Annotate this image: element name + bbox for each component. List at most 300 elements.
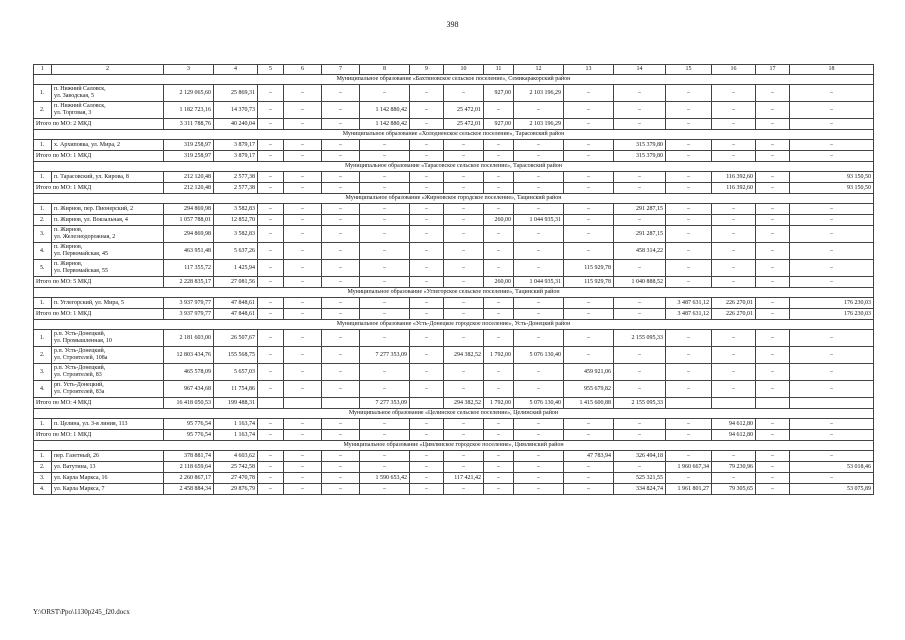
table-cell: – xyxy=(514,243,564,260)
table-cell xyxy=(258,398,284,409)
table-cell: – xyxy=(284,85,322,102)
table-cell: – xyxy=(258,330,284,347)
table-cell: – xyxy=(756,102,790,119)
table-cell: – xyxy=(564,243,614,260)
table-cell: 3 582,83 xyxy=(214,204,258,215)
total-row xyxy=(34,277,874,288)
table-cell: – xyxy=(284,462,322,473)
table-cell: – xyxy=(444,381,484,398)
table-row xyxy=(34,204,874,215)
table-cell: – xyxy=(410,119,444,130)
table-cell: – xyxy=(564,462,614,473)
table-cell: – xyxy=(756,260,790,277)
table-cell: 226 270,01 xyxy=(712,309,756,320)
table-cell: – xyxy=(360,140,410,151)
address-cell: ул. Карла Маркса, 16 xyxy=(52,473,164,484)
table-cell: 465 578,09 xyxy=(164,364,214,381)
table-row xyxy=(34,364,874,381)
section-title: Муниципальное образование «Цимлянское городское поселение», Цимлянский район xyxy=(34,441,874,451)
table-cell: – xyxy=(514,204,564,215)
table-cell: – xyxy=(322,260,360,277)
table-cell: – xyxy=(258,309,284,320)
table-cell: – xyxy=(712,243,756,260)
table-cell: – xyxy=(410,419,444,430)
table-cell: 25 472,01 xyxy=(444,102,484,119)
table-cell: 1 040 888,52 xyxy=(614,277,666,288)
table-cell: 25 869,31 xyxy=(214,85,258,102)
column-header: 14 xyxy=(614,65,666,75)
table-cell: – xyxy=(444,330,484,347)
table-cell: – xyxy=(790,419,874,430)
address-cell: п. Целина, ул. 3-я линия, 113 xyxy=(52,419,164,430)
table-cell: 40 240,04 xyxy=(214,119,258,130)
table-cell: 378 881,74 xyxy=(164,451,214,462)
column-header: 3 xyxy=(164,65,214,75)
table-cell: – xyxy=(790,381,874,398)
table-cell: – xyxy=(756,484,790,495)
table-row xyxy=(34,473,874,484)
table-cell: – xyxy=(410,140,444,151)
table-cell: – xyxy=(444,484,484,495)
table-cell: – xyxy=(614,462,666,473)
table-cell: – xyxy=(410,330,444,347)
table-cell: – xyxy=(410,277,444,288)
table-cell: 25 742,58 xyxy=(214,462,258,473)
table-cell: – xyxy=(790,347,874,364)
row-number: 1. xyxy=(34,85,52,102)
table-cell: – xyxy=(756,119,790,130)
table-cell: – xyxy=(756,151,790,162)
table-cell: 117 421,42 xyxy=(444,473,484,484)
table-cell: – xyxy=(666,381,712,398)
address-cell: п. Жирнов, ул. Железнодорожная, 2 xyxy=(52,226,164,243)
table-cell: 2 155 095,33 xyxy=(614,398,666,409)
table-cell: – xyxy=(258,119,284,130)
table-row xyxy=(34,330,874,347)
table-row xyxy=(34,381,874,398)
row-number: 3. xyxy=(34,226,52,243)
table-cell: 115 929,78 xyxy=(564,277,614,288)
table-cell: 2 181 603,00 xyxy=(164,330,214,347)
table-cell: – xyxy=(410,204,444,215)
table-cell: – xyxy=(614,347,666,364)
table-cell: – xyxy=(410,183,444,194)
table-cell: – xyxy=(410,151,444,162)
table-cell: – xyxy=(514,102,564,119)
table-cell: 1 792,00 xyxy=(484,347,514,364)
table-cell xyxy=(284,398,322,409)
table-cell: – xyxy=(444,151,484,162)
table-cell: 291 287,15 xyxy=(614,204,666,215)
table-row xyxy=(34,140,874,151)
table-cell: – xyxy=(712,260,756,277)
table-cell: – xyxy=(258,102,284,119)
table-cell: 93 150,50 xyxy=(790,172,874,183)
table-cell: – xyxy=(712,215,756,226)
table-cell: 53 018,46 xyxy=(790,462,874,473)
table-cell: 260,00 xyxy=(484,277,514,288)
table-cell: – xyxy=(514,364,564,381)
total-row xyxy=(34,119,874,130)
address-cell: рп. Усть-Донецкий, ул. Строителей, 83а xyxy=(52,381,164,398)
table-cell: – xyxy=(614,298,666,309)
table-cell: – xyxy=(484,451,514,462)
table-cell: – xyxy=(258,419,284,430)
row-number: 2. xyxy=(34,462,52,473)
table-cell: 1 182 723,16 xyxy=(164,102,214,119)
table-cell: – xyxy=(666,430,712,441)
total-row xyxy=(34,430,874,441)
table-cell: – xyxy=(322,430,360,441)
table-cell: – xyxy=(564,140,614,151)
table-cell: – xyxy=(666,364,712,381)
table-cell: 294 382,52 xyxy=(444,398,484,409)
column-header: 7 xyxy=(322,65,360,75)
table-cell: – xyxy=(258,172,284,183)
table-cell: 5 076 130,40 xyxy=(514,347,564,364)
table-cell: – xyxy=(484,204,514,215)
table-cell: – xyxy=(444,172,484,183)
footer-file-path: Y:\ORST\Ppo\1130p245_f20.docx xyxy=(33,608,130,616)
table-row xyxy=(34,347,874,364)
table-cell: – xyxy=(410,430,444,441)
header-row xyxy=(34,65,874,75)
table-cell: – xyxy=(484,151,514,162)
table-cell: – xyxy=(666,119,712,130)
table-cell: – xyxy=(564,85,614,102)
table-cell: – xyxy=(514,172,564,183)
table-cell: – xyxy=(790,451,874,462)
table-cell: 79 230,96 xyxy=(712,462,756,473)
table-cell: 2 577,38 xyxy=(214,172,258,183)
table-cell: 95 776,54 xyxy=(164,430,214,441)
table-cell: – xyxy=(484,140,514,151)
table-cell: 458 314,22 xyxy=(614,243,666,260)
table-cell: – xyxy=(258,140,284,151)
table-cell: – xyxy=(564,102,614,119)
table-cell: – xyxy=(564,430,614,441)
row-number: 1. xyxy=(34,330,52,347)
table-cell: – xyxy=(756,330,790,347)
table-cell: 2 260 867,17 xyxy=(164,473,214,484)
table-cell: – xyxy=(322,140,360,151)
table-cell: – xyxy=(564,298,614,309)
table-cell: – xyxy=(284,381,322,398)
table-cell: – xyxy=(444,183,484,194)
table-cell: – xyxy=(514,430,564,441)
table-cell: – xyxy=(514,451,564,462)
table-cell: – xyxy=(360,260,410,277)
table-cell: – xyxy=(410,172,444,183)
table-cell: 1 163,74 xyxy=(214,419,258,430)
table-cell: – xyxy=(756,298,790,309)
table-cell: – xyxy=(322,330,360,347)
table-cell: – xyxy=(410,364,444,381)
table-cell: 955 679,82 xyxy=(564,381,614,398)
table-cell: – xyxy=(790,226,874,243)
table-cell: – xyxy=(322,183,360,194)
table-cell: – xyxy=(410,243,444,260)
table-cell: 3 937 979,77 xyxy=(164,298,214,309)
table-cell: – xyxy=(564,183,614,194)
section-title: Муниципальное образование «Усть-Донецкое городское поселение», Усть-Донецкий район xyxy=(34,320,874,330)
table-cell: 3 937 979,77 xyxy=(164,309,214,320)
total-label: Итого по МО: 1 МКД xyxy=(34,183,164,194)
table-cell: 12 852,70 xyxy=(214,215,258,226)
table-cell: – xyxy=(514,151,564,162)
table-cell: – xyxy=(284,215,322,226)
table-cell: – xyxy=(360,419,410,430)
table-cell: 7 277 353,09 xyxy=(360,398,410,409)
table-cell: – xyxy=(258,484,284,495)
table-cell: – xyxy=(514,140,564,151)
table-cell: 334 824,74 xyxy=(614,484,666,495)
column-header: 10 xyxy=(444,65,484,75)
table-cell: – xyxy=(258,215,284,226)
table-row xyxy=(34,243,874,260)
table-cell: – xyxy=(614,215,666,226)
table-cell: – xyxy=(666,451,712,462)
table-cell: – xyxy=(756,451,790,462)
table-cell: 11 754,86 xyxy=(214,381,258,398)
table-cell: – xyxy=(322,277,360,288)
table-cell xyxy=(666,398,712,409)
row-number: 2. xyxy=(34,102,52,119)
table-cell: 7 277 353,09 xyxy=(360,347,410,364)
table-cell: – xyxy=(284,140,322,151)
table-cell: – xyxy=(322,309,360,320)
table-body xyxy=(34,75,874,495)
table-cell: – xyxy=(484,364,514,381)
table-cell: – xyxy=(666,473,712,484)
table-cell: – xyxy=(614,102,666,119)
table-cell: – xyxy=(484,298,514,309)
address-cell: п. Тарасовский, ул. Кирова, 8 xyxy=(52,172,164,183)
row-number: 2. xyxy=(34,215,52,226)
table-cell: – xyxy=(666,260,712,277)
table-cell: – xyxy=(712,151,756,162)
row-number: 1. xyxy=(34,298,52,309)
table-cell: – xyxy=(360,364,410,381)
table-cell: 1 960 667,34 xyxy=(666,462,712,473)
row-number: 1. xyxy=(34,172,52,183)
table-row xyxy=(34,85,874,102)
table-cell: 2 129 065,60 xyxy=(164,85,214,102)
table-cell: – xyxy=(258,451,284,462)
table-cell: – xyxy=(484,172,514,183)
address-cell: р.п. Усть-Донецкий, ул. Промышленная, 10 xyxy=(52,330,164,347)
section-row xyxy=(34,320,874,330)
table-cell: – xyxy=(444,462,484,473)
table-cell: – xyxy=(322,204,360,215)
table-cell: – xyxy=(444,277,484,288)
table-cell: – xyxy=(410,484,444,495)
table-cell: – xyxy=(564,226,614,243)
row-number: 2. xyxy=(34,347,52,364)
table-cell: – xyxy=(564,172,614,183)
table-cell: 115 929,78 xyxy=(564,260,614,277)
table-cell: 25 472,01 xyxy=(444,119,484,130)
table-cell: – xyxy=(322,381,360,398)
row-number: 5. xyxy=(34,260,52,277)
table-cell: – xyxy=(258,298,284,309)
table-cell: 116 392,60 xyxy=(712,183,756,194)
table-cell: 1 792,00 xyxy=(484,398,514,409)
section-row xyxy=(34,75,874,85)
table-cell: – xyxy=(360,451,410,462)
table-cell: 16 418 050,53 xyxy=(164,398,214,409)
table-row xyxy=(34,298,874,309)
table-cell: – xyxy=(756,85,790,102)
table-cell: – xyxy=(564,309,614,320)
table-cell: 319 258,97 xyxy=(164,151,214,162)
table-cell: 927,00 xyxy=(484,119,514,130)
table-cell: – xyxy=(756,430,790,441)
table-cell: – xyxy=(614,430,666,441)
table-cell: – xyxy=(712,140,756,151)
table-cell: – xyxy=(284,226,322,243)
table-cell: – xyxy=(322,243,360,260)
table-cell: – xyxy=(284,243,322,260)
row-number: 1. xyxy=(34,419,52,430)
table-cell: – xyxy=(258,243,284,260)
table-cell: – xyxy=(322,119,360,130)
table-cell: 26 507,67 xyxy=(214,330,258,347)
table-cell: – xyxy=(790,85,874,102)
section-row xyxy=(34,194,874,204)
table-cell: – xyxy=(360,484,410,495)
table-cell: 5 637,26 xyxy=(214,243,258,260)
table-cell: – xyxy=(284,419,322,430)
table-cell: 1 044 935,31 xyxy=(514,277,564,288)
table-cell: – xyxy=(444,419,484,430)
table-cell: – xyxy=(322,347,360,364)
table-cell: – xyxy=(666,347,712,364)
table-cell: – xyxy=(360,215,410,226)
table-cell: – xyxy=(484,484,514,495)
table-cell: 2 103 196,29 xyxy=(514,85,564,102)
table-cell: – xyxy=(444,364,484,381)
table-cell: – xyxy=(360,172,410,183)
table-cell: – xyxy=(564,484,614,495)
table-cell: – xyxy=(712,381,756,398)
section-row xyxy=(34,409,874,419)
table-cell: – xyxy=(284,364,322,381)
row-number: 4. xyxy=(34,484,52,495)
table-cell: – xyxy=(564,419,614,430)
table-cell: – xyxy=(756,172,790,183)
table-cell: – xyxy=(712,451,756,462)
table-cell: – xyxy=(484,473,514,484)
table-cell: – xyxy=(444,309,484,320)
section-title: Муниципальное образование «Бахтиновское сельское поселение», Семикаракорский район xyxy=(34,75,874,85)
table-cell: – xyxy=(756,419,790,430)
table-cell: – xyxy=(564,330,614,347)
table-cell: 12 803 434,76 xyxy=(164,347,214,364)
table-cell: – xyxy=(756,140,790,151)
table-cell: – xyxy=(666,183,712,194)
table-row xyxy=(34,226,874,243)
table-cell: 116 392,60 xyxy=(712,172,756,183)
table-cell: 5 657,03 xyxy=(214,364,258,381)
table-cell: – xyxy=(322,215,360,226)
table-cell: 27 470,78 xyxy=(214,473,258,484)
table-cell: – xyxy=(614,172,666,183)
total-label: Итого по МО: 1 МКД xyxy=(34,151,164,162)
column-header: 13 xyxy=(564,65,614,75)
table-cell: – xyxy=(666,172,712,183)
table-cell: – xyxy=(444,243,484,260)
table-cell: – xyxy=(666,151,712,162)
row-number: 1. xyxy=(34,451,52,462)
table-cell: 93 150,50 xyxy=(790,183,874,194)
total-label: Итого по МО: 1 МКД xyxy=(34,430,164,441)
table-cell: – xyxy=(284,260,322,277)
table-cell: 1 415 600,88 xyxy=(564,398,614,409)
table-cell: – xyxy=(666,215,712,226)
table-row xyxy=(34,102,874,119)
address-cell: ул. Карла Маркса, 7 xyxy=(52,484,164,495)
table-cell: – xyxy=(614,85,666,102)
total-row xyxy=(34,183,874,194)
table-cell: – xyxy=(444,215,484,226)
section-title: Муниципальное образование «Жирновское городское поселение», Тацинский район xyxy=(34,194,874,204)
section-row xyxy=(34,288,874,298)
table-cell: – xyxy=(410,462,444,473)
table-cell: – xyxy=(666,226,712,243)
table-cell: – xyxy=(614,260,666,277)
table-cell: – xyxy=(712,204,756,215)
table-cell: 2 458 884,34 xyxy=(164,484,214,495)
table-cell: 2 577,38 xyxy=(214,183,258,194)
table-cell: – xyxy=(484,260,514,277)
table-cell: – xyxy=(790,119,874,130)
table-cell: – xyxy=(712,473,756,484)
address-cell: п. Жирнов, ул. Вокзальная, 4 xyxy=(52,215,164,226)
table-cell: – xyxy=(712,330,756,347)
table-cell: – xyxy=(322,172,360,183)
table-cell: – xyxy=(790,260,874,277)
table-cell: 3 487 631,12 xyxy=(666,309,712,320)
table-cell: – xyxy=(360,309,410,320)
table-cell: – xyxy=(322,226,360,243)
address-cell: п. Углегорский, ул. Мира, 5 xyxy=(52,298,164,309)
table-cell: 315 379,80 xyxy=(614,140,666,151)
table-cell: – xyxy=(712,277,756,288)
address-cell: п. Нижний Саловск, ул. Заводская, 5 xyxy=(52,85,164,102)
table-cell: – xyxy=(756,183,790,194)
table-cell: – xyxy=(444,85,484,102)
table-cell: – xyxy=(614,183,666,194)
table-cell: 95 776,54 xyxy=(164,419,214,430)
table-cell xyxy=(756,398,790,409)
total-row xyxy=(34,309,874,320)
total-row xyxy=(34,398,874,409)
table-cell: – xyxy=(322,419,360,430)
table-cell: – xyxy=(284,204,322,215)
table-cell: 1 044 935,31 xyxy=(514,215,564,226)
table-cell: 29 876,79 xyxy=(214,484,258,495)
table-cell: 176 230,03 xyxy=(790,298,874,309)
total-label: Итого по МО: 5 МКД xyxy=(34,277,164,288)
table-cell: – xyxy=(564,204,614,215)
table-cell: – xyxy=(444,298,484,309)
table-cell: – xyxy=(564,151,614,162)
table-cell: 326 494,18 xyxy=(614,451,666,462)
table-cell: – xyxy=(756,277,790,288)
row-number: 4. xyxy=(34,243,52,260)
table-cell: – xyxy=(410,473,444,484)
